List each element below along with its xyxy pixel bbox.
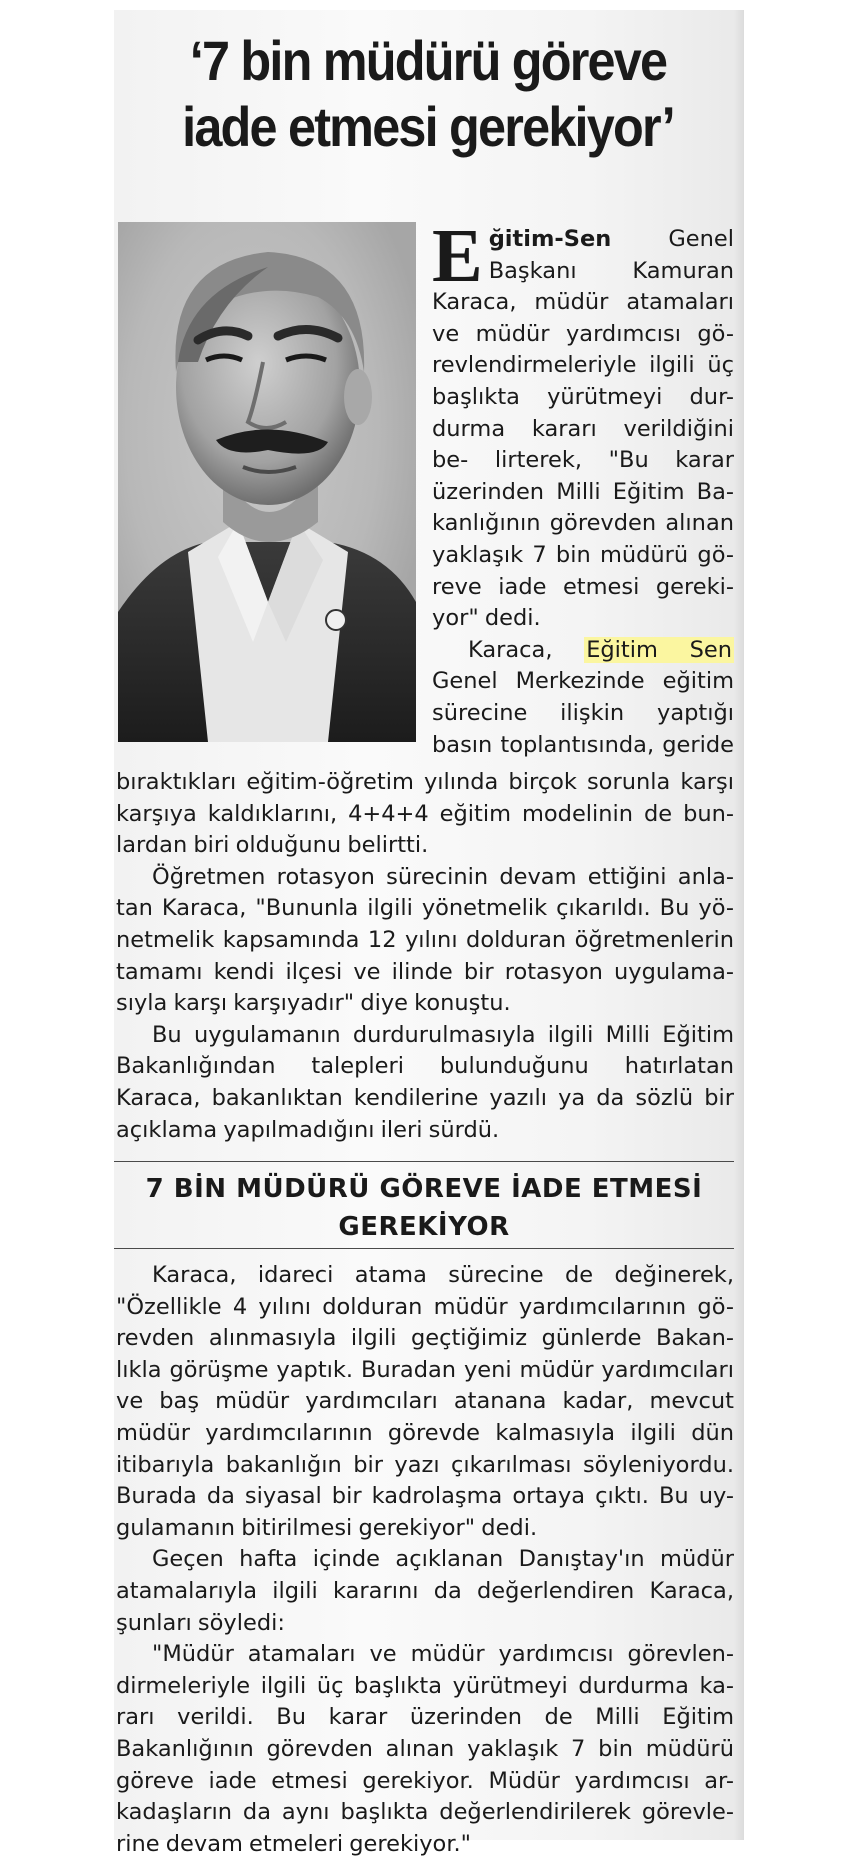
p2-line: sürecine ilişkin yaptığı — [432, 699, 734, 726]
lead-line: yor" dedi. — [432, 605, 541, 632]
subheading — [114, 1170, 734, 1246]
drop-cap: E — [432, 214, 483, 298]
p5-line: gulamanın bitirilmesi gerekiyor" dedi. — [116, 1514, 538, 1541]
paragraph-5 — [116, 1260, 734, 1544]
p3-line: netmelik kapsamında 12 yılını dolduran öğretmenlerin — [116, 926, 734, 953]
p4-line: Bakanlığından talepleri bulunduğunu hatırlatan Karaca, — [116, 1053, 734, 1111]
p3-line: tan Karaca, "Bununla ilgili yönetmelik çıkarıldı. Bu yö- — [116, 895, 734, 922]
lead-line: kanlığının görevden alınan — [432, 510, 734, 537]
p2-start: Karaca, — [468, 636, 553, 663]
p6-line: Geçen hafta içinde açıklanan Danıştay'ın müdür — [152, 1546, 734, 1573]
clipping-edge-shadow — [734, 10, 744, 1840]
p7-line: kadaşların da aynı başlıkta değerlendirilerek görevle- — [116, 1799, 734, 1826]
p5-line: müdür yardımcılarının görevde kalmasıyla ilgili dün — [116, 1419, 734, 1446]
lead-bold-start: ğitim-Sen — [488, 226, 612, 252]
portrait-photo — [118, 222, 416, 742]
lead-column — [432, 214, 735, 761]
highlighted-organization: Eğitim Sen — [586, 636, 732, 663]
headline-line-1: ‘7 bin müdürü göreve — [189, 29, 667, 92]
lead-line: ve müdür yardımcısı gö- — [432, 320, 734, 347]
p7-line: "Müdür atamaları ve müdür yardımcısı görevlen- — [152, 1641, 734, 1668]
p2-line: Genel Merkezinde eğitim — [432, 668, 734, 695]
subhead-rule-top — [114, 1161, 734, 1162]
p5-line: "Özellikle 4 yılını dolduran müdür yardımcılarının gö- — [116, 1293, 734, 1320]
lead-line: Genel — [668, 226, 734, 252]
p7-line: Bakanlığının görevden alınan yaklaşık 7 bin müdürü — [116, 1735, 734, 1762]
subheading-line-2: GEREKİYOR — [338, 1212, 510, 1242]
p7-line: dirmeleriyle ilgili üç başlıkta yürütmeyi durdurma ka- — [116, 1672, 734, 1699]
paragraph-2-start — [432, 635, 734, 761]
p4-line: bakanlıktan kendilerine yazılı ya da sözlü bir açıklama — [116, 1084, 734, 1143]
p2-full-line: lardan biri olduğunu belirtti. — [116, 832, 429, 859]
lead-line: Karaca, müdür atamaları — [432, 289, 734, 316]
paragraph-6 — [116, 1544, 734, 1639]
lead-line: başlıkta yürütmeyi dur- — [432, 383, 734, 410]
paragraph-3 — [116, 862, 734, 1020]
lead-paragraph — [432, 214, 735, 635]
paragraph-7-quote — [116, 1639, 734, 1860]
p4-line: yapılmadığını ileri sürdü. — [223, 1116, 500, 1143]
p3-line: Öğretmen rotasyon sürecinin devam ettiğini anla- — [152, 863, 734, 890]
paragraph-4 — [116, 1020, 734, 1146]
portrait-illustration — [118, 222, 416, 742]
p3-line: tamamı kendi ilçesi ve ilinde bir rotasyon uygulama- — [116, 958, 734, 985]
p5-line: lıkla görüşme yaptık. Buradan yeni müdür yardımcıları — [116, 1356, 734, 1383]
p5-line: Karaca, idareci atama sürecine de değinerek, — [152, 1262, 734, 1288]
lead-line: revlendirmeleriyle ilgili üç — [432, 352, 734, 379]
subheading-line-1: 7 BİN MÜDÜRÜ GÖREVE İADE ETMESİ — [145, 1174, 703, 1204]
lead-line: lirterek, "Bu karar — [494, 447, 735, 474]
p5-line: revden alınmasıyla ilgili geçtiğimiz günlerde Bakan- — [116, 1325, 734, 1352]
body-upper — [116, 767, 734, 1146]
p3-line: sıyla karşı karşıyadır" diye konuştu. — [116, 990, 511, 1017]
p2-line: basın toplantısında, geride — [432, 731, 734, 758]
p7-line: göreve iade etmesi gerekiyor. Müdür yardımcısı ar- — [116, 1767, 734, 1794]
p5-line: Burada da siyasal bir kadrolaşma ortaya çıktı. Bu uy- — [116, 1483, 734, 1510]
subhead-rule-bottom — [114, 1248, 734, 1249]
headline-line-2: iade etmesi gerekiyor’ — [182, 95, 674, 158]
p6-line: atamalarıyla ilgili kararını da değerlendiren Karaca, — [116, 1577, 734, 1604]
p6-line: şunları söyledi: — [116, 1609, 285, 1636]
p5-line: ve baş müdür yardımcıları atanana kadar, mevcut — [116, 1388, 734, 1415]
p7-line: rarı verildi. Bu karar üzerinden de Milli Eğitim — [116, 1704, 734, 1731]
p2-full-line: bıraktıkları eğitim-öğretim yılında birçok sorunla karşı — [116, 769, 734, 795]
lead-line: üzerinden Milli Eğitim Ba- — [432, 478, 734, 505]
body-lower — [116, 1260, 734, 1860]
paragraph-2-cont — [116, 767, 734, 862]
lead-line: Başkanı Kamuran — [488, 257, 734, 284]
p4-line: Bu uygulamanın durdurulmasıyla ilgili Milli Eğitim — [152, 1021, 734, 1048]
p7-line: rine devam etmeleri gerekiyor." — [116, 1830, 472, 1857]
newspaper-clipping — [114, 10, 744, 1857]
p5-line: itibarıyla bakanlığın bir yazı çıkarılması söyleniyordu. — [116, 1451, 734, 1478]
lead-line: durma kararı verildiğini be- — [432, 415, 734, 474]
p2-full-line: karşıya kaldıklarını, 4+4+4 eğitim modelinin de bun- — [116, 800, 734, 827]
headline — [158, 28, 698, 160]
lead-line: yaklaşık 7 bin müdürü gö- — [432, 541, 734, 568]
lead-line: reve iade etmesi gereki- — [432, 573, 734, 600]
